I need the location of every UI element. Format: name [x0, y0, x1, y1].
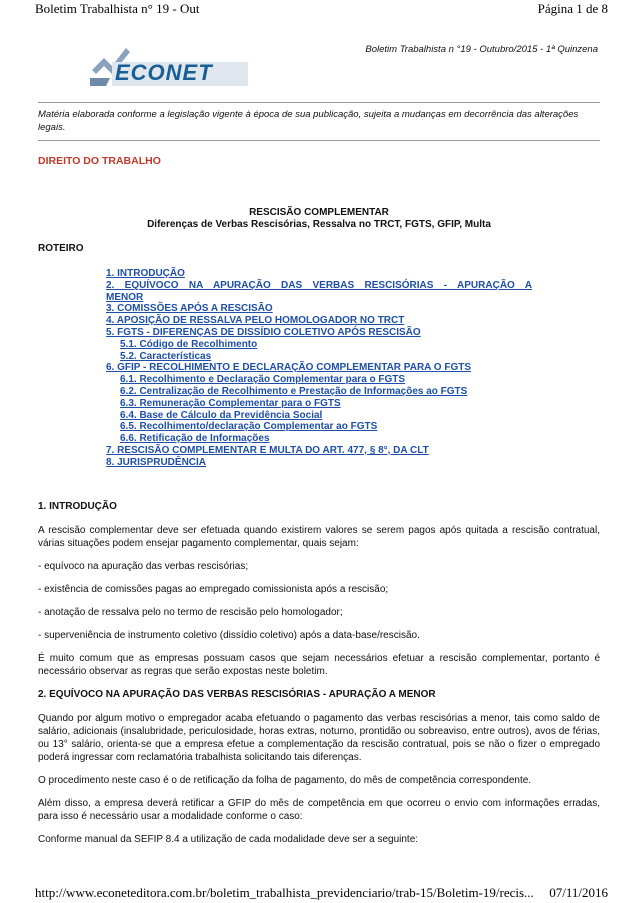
- logo-wordmark: ECONET: [115, 60, 213, 85]
- browser-print-footer: [0, 885, 638, 903]
- paragraph: - existência de comissões pagas ao empregado comissionista após a rescisão;: [38, 584, 389, 595]
- toc-link-6-3[interactable]: 6.3. Remuneração Complementar para o FGTS: [120, 397, 341, 409]
- footer-date: 07/11/2016: [549, 885, 608, 900]
- paragraph: A rescisão complementar deve ser efetuada quando existirem valores se serem pagos após quitada a rescisão contratual, várias situações podem ensejar pagamento complementar, quais sejam:: [38, 525, 600, 549]
- divider-bottom: [38, 140, 600, 141]
- paragraph: O procedimento neste caso é o de retificação da folha de pagamento, do mês de competência correspondente.: [38, 775, 532, 786]
- paragraph: É muito comum que as empresas possuam casos que sejam necessários efetuar a rescisão complementar, portanto é necessário observar as regras que serão expostas neste boletim.: [38, 653, 600, 677]
- disclaimer-text: Matéria elaborada conforme a legislação vigente à época de sua publicação, sujeita a mudanças em decorrência das alterações legais.: [38, 109, 579, 133]
- toc-link-2-cont[interactable]: MENOR: [106, 291, 144, 303]
- heading-equivoco: 2. EQUÍVOCO NA APURAÇÃO DAS VERBAS RESCISÓRIAS - APURAÇÃO A MENOR: [38, 689, 436, 700]
- toc-link-6-6[interactable]: 6.6. Retificação de Informações: [120, 433, 270, 445]
- toc-link-1[interactable]: 1. INTRODUÇÃO: [106, 268, 185, 279]
- table-of-contents: [106, 268, 532, 469]
- paragraph: - superveniência de instrumento coletivo (dissídio coletivo) após a data-base/rescisão.: [38, 630, 420, 641]
- document-subheading: Diferenças de Verbas Rescisórias, Ressalva no TRCT, FGTS, GFIP, Multa: [147, 219, 491, 230]
- toc-link-2[interactable]: 2. EQUÍVOCO NA APURAÇÃO DAS VERBAS RESCISÓRIAS - APURAÇÃO A: [106, 279, 532, 291]
- paragraph: - anotação de ressalva pelo no termo de rescisão pelo homologador;: [38, 607, 343, 618]
- paragraph: Conforme manual da SEFIP 8.4 a utilização de cada modalidade deve ser a seguinte:: [38, 834, 419, 845]
- paragraph: Quando por algum motivo o empregador acaba efetuando o pagamento das verbas rescisórias a menor, tais como saldo de salário, adicionais (insalubridade, periculosidade, horas extras, noturno, prontidão ou sobreaviso, entre outros), avos de férias, ou 13° salário, orienta-se que a empresa efetue a complementação da rescisão contratual, pois se não o fizer o empregado poderá ingressar com reclamatória trabalhista solicitando tais diferenças.: [38, 713, 600, 763]
- document-title-block: [38, 207, 600, 231]
- toc-link-6-2[interactable]: 6.2. Centralização de Recolhimento e Prestação de Informações ao FGTS: [120, 385, 468, 397]
- divider-top: [38, 102, 600, 103]
- section-title: DIREITO DO TRABALHO: [38, 155, 161, 167]
- heading-introducao: 1. INTRODUÇÃO: [38, 501, 117, 512]
- toc-link-5-1[interactable]: 5.1. Código de Recolhimento: [120, 338, 258, 350]
- page-number: Página 1 de 8: [537, 1, 608, 16]
- document-subtitle: Boletim Trabalhista n °19 - Outubro/2015 - 1ª Quinzena: [365, 44, 598, 55]
- browser-print-header: [0, 0, 638, 18]
- toc-link-6-4[interactable]: 6.4. Base de Cálculo da Previdência Social: [120, 409, 323, 421]
- toc-link-3[interactable]: 3. COMISSÕES APÓS A RESCISÃO: [106, 303, 273, 315]
- paragraph: Além disso, a empresa deverá retificar a GFIP do mês de competência em que ocorreu o envio com informações erradas, para isso é necessário usar a modalidade conforme o caso:: [38, 798, 600, 822]
- document-title: RESCISÃO COMPLEMENTAR: [249, 207, 389, 218]
- header-title: Boletim Trabalhista n° 19 - Out: [35, 1, 200, 16]
- toc-link-6[interactable]: 6. GFIP - RECOLHIMENTO E DECLARAÇÃO COMPLEMENTAR PARA O FGTS: [106, 362, 472, 374]
- toc-link-6-1[interactable]: 6.1. Recolhimento e Declaração Complementar para o FGTS: [120, 374, 406, 386]
- footer-url[interactable]: http://www.econeteditora.com.br/boletim_trabalhista_previdenciario/trab-15/Boletim-19/recis...: [35, 885, 534, 900]
- document-body: [38, 500, 600, 856]
- roteiro-heading: ROTEIRO: [38, 243, 84, 254]
- toc-link-5[interactable]: 5. FGTS - DIFERENÇAS DE DISSÍDIO COLETIVO APÓS RESCISÃO: [106, 326, 421, 338]
- toc-link-5-2[interactable]: 5.2. Características: [120, 350, 212, 362]
- toc-link-6-5[interactable]: 6.5. Recolhimento/declaração Complementar ao FGTS: [120, 421, 378, 433]
- toc-link-8[interactable]: 8. JURISPRUDÊNCIA: [106, 456, 207, 468]
- toc-link-4[interactable]: 4. APOSIÇÃO DE RESSALVA PELO HOMOLOGADOR NO TRCT: [106, 315, 405, 327]
- toc-link-7[interactable]: 7. RESCISÃO COMPLEMENTAR E MULTA DO ART. 477, § 8°, DA CLT: [106, 444, 429, 456]
- paragraph: - equívoco na apuração das verbas rescisórias;: [38, 561, 249, 572]
